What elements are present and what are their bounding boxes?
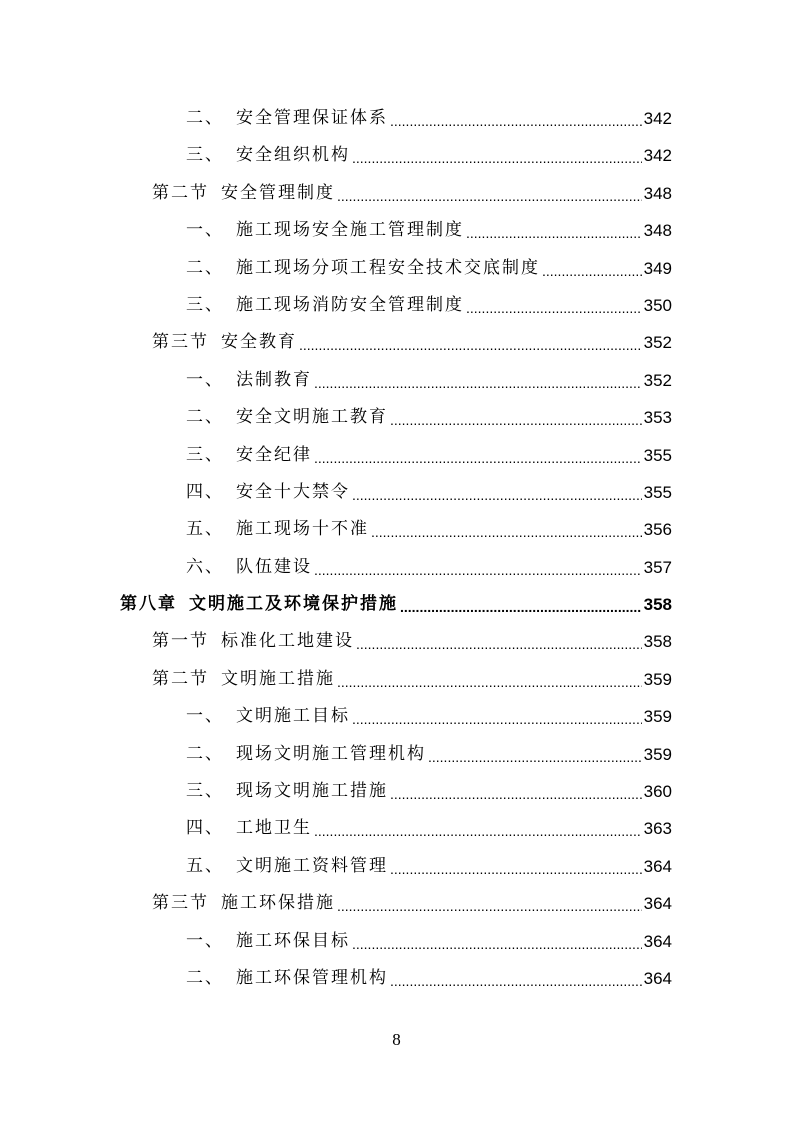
toc-dot-leader bbox=[542, 253, 642, 290]
toc-item-entry[interactable] bbox=[0, 250, 793, 287]
toc-entry-title: 安全十大禁令 bbox=[236, 481, 350, 502]
toc-dot-leader bbox=[428, 739, 642, 776]
toc-entry-page: 355 bbox=[643, 445, 672, 465]
toc-entry-page: 352 bbox=[643, 370, 672, 390]
toc-entry-page: 350 bbox=[643, 295, 672, 315]
toc-entry-title: 施工现场消防安全管理制度 bbox=[236, 294, 464, 315]
toc-entry-number: 一、 bbox=[186, 369, 224, 390]
toc-chapter-entry[interactable] bbox=[0, 586, 793, 623]
toc-item-entry[interactable] bbox=[0, 474, 793, 511]
toc-item-entry[interactable] bbox=[0, 399, 793, 436]
toc-entry-title: 安全管理制度 bbox=[221, 182, 335, 203]
toc-item-entry[interactable] bbox=[0, 212, 793, 249]
toc-entry-number: 四、 bbox=[186, 818, 224, 839]
toc-entry-number: 二、 bbox=[186, 407, 224, 428]
toc-entry-page: 359 bbox=[643, 669, 672, 689]
toc-dot-leader bbox=[466, 290, 642, 327]
toc-entry-page: 358 bbox=[643, 595, 672, 615]
table-of-contents bbox=[0, 100, 793, 997]
toc-entry-label bbox=[186, 362, 312, 399]
toc-entry-number: 第二节 bbox=[152, 182, 209, 203]
toc-entry-number: 四、 bbox=[186, 481, 224, 502]
toc-entry-number: 二、 bbox=[186, 257, 224, 278]
toc-entry-page: 364 bbox=[643, 968, 672, 988]
toc-entry-label bbox=[186, 100, 388, 137]
toc-entry-label bbox=[186, 437, 312, 474]
toc-dot-leader bbox=[314, 552, 642, 589]
toc-entry-label bbox=[186, 250, 540, 287]
toc-entry-page: 342 bbox=[643, 109, 672, 128]
toc-dot-leader bbox=[299, 327, 642, 364]
toc-dot-leader bbox=[356, 626, 642, 663]
toc-entry-label bbox=[186, 923, 350, 960]
toc-dot-leader bbox=[352, 926, 642, 963]
page-number: 8 bbox=[392, 1030, 401, 1049]
toc-item-entry[interactable] bbox=[0, 810, 793, 847]
toc-entry-number: 三、 bbox=[186, 294, 224, 315]
toc-item-entry[interactable] bbox=[0, 100, 793, 137]
toc-dot-leader bbox=[352, 701, 642, 738]
toc-entry-number: 第八章 bbox=[120, 594, 177, 615]
toc-dot-leader bbox=[337, 664, 642, 701]
toc-entry-title: 施工环保目标 bbox=[236, 930, 350, 951]
toc-entry-number: 三、 bbox=[186, 444, 224, 465]
toc-entry-number: 二、 bbox=[186, 108, 224, 128]
toc-entry-page: 348 bbox=[643, 183, 672, 203]
toc-entry-title: 法制教育 bbox=[236, 369, 312, 390]
toc-entry-number: 三、 bbox=[186, 781, 224, 802]
toc-entry-title: 队伍建设 bbox=[236, 556, 312, 577]
toc-entry-label bbox=[186, 773, 388, 810]
toc-entry-label bbox=[152, 661, 335, 698]
toc-entry-title: 施工环保管理机构 bbox=[236, 967, 388, 988]
toc-entry-label bbox=[186, 287, 464, 324]
toc-dot-leader bbox=[371, 514, 642, 551]
toc-section-entry[interactable] bbox=[0, 623, 793, 660]
toc-entry-title: 施工现场分项工程安全技术交底制度 bbox=[236, 257, 540, 278]
toc-entry-label bbox=[186, 474, 350, 511]
toc-entry-label bbox=[186, 212, 464, 249]
toc-section-entry[interactable] bbox=[0, 175, 793, 212]
toc-dot-leader bbox=[352, 477, 642, 514]
toc-entry-number: 五、 bbox=[186, 855, 224, 876]
toc-entry-label bbox=[186, 810, 312, 847]
toc-entry-title: 安全文明施工教育 bbox=[236, 407, 388, 428]
toc-item-entry[interactable] bbox=[0, 549, 793, 586]
toc-dot-leader bbox=[314, 440, 642, 477]
toc-entry-number: 第一节 bbox=[152, 631, 209, 652]
toc-entry-page: 359 bbox=[643, 744, 672, 764]
toc-entry-page: 355 bbox=[643, 482, 672, 502]
toc-entry-label bbox=[186, 511, 369, 548]
toc-dot-leader bbox=[337, 888, 642, 925]
toc-section-entry[interactable] bbox=[0, 885, 793, 922]
toc-entry-number: 一、 bbox=[186, 706, 224, 727]
toc-dot-leader bbox=[400, 589, 642, 626]
toc-entry-title: 施工现场安全施工管理制度 bbox=[236, 220, 464, 241]
toc-entry-page: 357 bbox=[643, 557, 672, 577]
toc-entry-label bbox=[186, 137, 350, 174]
toc-dot-leader bbox=[390, 851, 642, 888]
toc-item-entry[interactable] bbox=[0, 437, 793, 474]
toc-entry-title: 安全管理保证体系 bbox=[236, 108, 388, 128]
toc-entry-label bbox=[186, 736, 426, 773]
toc-section-entry[interactable] bbox=[0, 661, 793, 698]
toc-entry-page: 356 bbox=[643, 520, 672, 540]
toc-entry-number: 一、 bbox=[186, 220, 224, 241]
toc-item-entry[interactable] bbox=[0, 773, 793, 810]
toc-entry-title: 文明施工及环境保护措施 bbox=[189, 594, 398, 615]
toc-entry-number: 六、 bbox=[186, 556, 224, 577]
toc-entry-number: 二、 bbox=[186, 967, 224, 988]
toc-entry-title: 施工环保措施 bbox=[221, 893, 335, 914]
toc-entry-page: 364 bbox=[643, 894, 672, 914]
toc-entry-label bbox=[152, 324, 297, 361]
toc-entry-number: 一、 bbox=[186, 930, 224, 951]
toc-entry-label bbox=[186, 848, 388, 885]
toc-dot-leader bbox=[352, 140, 642, 177]
toc-entry-title: 标准化工地建设 bbox=[221, 631, 354, 652]
toc-entry-label bbox=[186, 549, 312, 586]
toc-entry-page: 352 bbox=[643, 333, 672, 353]
toc-entry-label bbox=[186, 399, 388, 436]
toc-entry-title: 安全纪律 bbox=[236, 444, 312, 465]
toc-entry-page: 353 bbox=[643, 408, 672, 428]
toc-entry-label bbox=[152, 885, 335, 922]
toc-item-entry[interactable] bbox=[0, 137, 793, 174]
toc-dot-leader bbox=[390, 103, 642, 140]
toc-entry-number: 第三节 bbox=[152, 332, 209, 353]
toc-entry-page: 349 bbox=[643, 258, 672, 278]
toc-entry-page: 364 bbox=[643, 931, 672, 951]
toc-dot-leader bbox=[390, 963, 642, 1000]
toc-entry-page: 360 bbox=[643, 782, 672, 802]
toc-entry-title: 文明施工目标 bbox=[236, 706, 350, 727]
toc-entry-title: 文明施工资料管理 bbox=[236, 855, 388, 876]
toc-dot-leader bbox=[466, 215, 642, 252]
toc-entry-number: 五、 bbox=[186, 519, 224, 540]
toc-entry-number: 三、 bbox=[186, 145, 224, 166]
toc-item-entry[interactable] bbox=[0, 287, 793, 324]
toc-entry-page: 348 bbox=[643, 221, 672, 241]
toc-item-entry[interactable] bbox=[0, 362, 793, 399]
toc-entry-title: 现场文明施工措施 bbox=[236, 781, 388, 802]
toc-section-entry[interactable] bbox=[0, 324, 793, 361]
toc-item-entry[interactable] bbox=[0, 698, 793, 735]
toc-entry-page: 342 bbox=[643, 146, 672, 166]
toc-entry-title: 工地卫生 bbox=[236, 818, 312, 839]
toc-entry-title: 现场文明施工管理机构 bbox=[236, 743, 426, 764]
toc-entry-page: 363 bbox=[643, 819, 672, 839]
toc-dot-leader bbox=[390, 402, 642, 439]
toc-item-entry[interactable] bbox=[0, 511, 793, 548]
toc-entry-number: 第三节 bbox=[152, 893, 209, 914]
toc-item-entry[interactable] bbox=[0, 960, 793, 997]
toc-entry-label bbox=[120, 586, 398, 623]
toc-entry-number: 第二节 bbox=[152, 668, 209, 689]
toc-item-entry[interactable] bbox=[0, 923, 793, 960]
toc-entry-number: 二、 bbox=[186, 743, 224, 764]
toc-entry-page: 358 bbox=[643, 632, 672, 652]
toc-entry-title: 安全教育 bbox=[221, 332, 297, 353]
toc-item-entry[interactable] bbox=[0, 848, 793, 885]
toc-entry-label bbox=[152, 623, 354, 660]
toc-entry-title: 安全组织机构 bbox=[236, 145, 350, 166]
toc-entry-label bbox=[186, 960, 388, 997]
toc-entry-label bbox=[152, 175, 335, 212]
toc-dot-leader bbox=[337, 178, 642, 215]
toc-entry-page: 364 bbox=[643, 856, 672, 876]
toc-entry-page: 359 bbox=[643, 707, 672, 727]
toc-dot-leader bbox=[314, 813, 642, 850]
toc-entry-title: 文明施工措施 bbox=[221, 668, 335, 689]
toc-dot-leader bbox=[314, 365, 642, 402]
toc-dot-leader bbox=[390, 776, 642, 813]
toc-entry-label bbox=[186, 698, 350, 735]
toc-entry-title: 施工现场十不准 bbox=[236, 519, 369, 540]
toc-item-entry[interactable] bbox=[0, 736, 793, 773]
